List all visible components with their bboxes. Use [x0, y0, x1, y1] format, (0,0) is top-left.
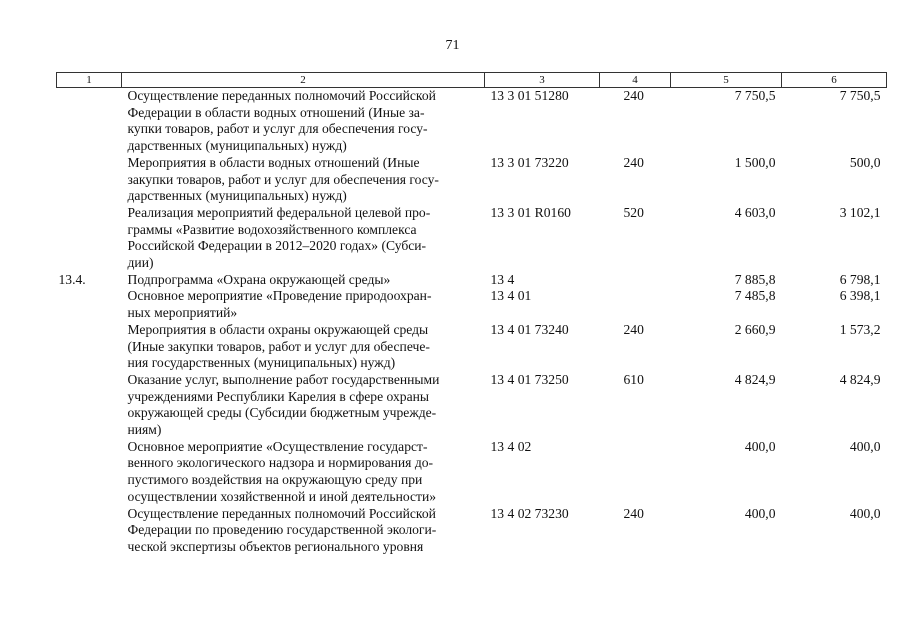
- row-value-2: 400,0: [849, 505, 881, 521]
- table-row: [57, 506, 887, 556]
- row-name: Мероприятия в области охраны окружающей среды (Иные закупки товаров, работ и услуг для обеспече- ния государственных (муниципальных) нужд): [127, 321, 430, 371]
- row-name: Мероприятия в области водных отношений (Иные закупки товаров, работ и услуг для обеспечения госу- дарственных (муниципальных) нужд): [127, 154, 439, 204]
- row-code: 13 4 02 73230: [490, 505, 569, 521]
- row-value-1: 2 660,9: [734, 321, 776, 337]
- row-value-2: 4 824,9: [839, 371, 881, 387]
- column-header-5: 5: [671, 73, 782, 88]
- row-expense-type: 240: [623, 321, 644, 337]
- row-value-1: 1 500,0: [734, 154, 776, 170]
- row-expense-type: 610: [623, 371, 644, 387]
- row-value-1: 400,0: [744, 505, 776, 521]
- table-row: [57, 272, 887, 289]
- table-row: [57, 372, 887, 439]
- column-header-3: 3: [485, 73, 600, 88]
- table-row: [57, 322, 887, 372]
- row-code: 13 4 01: [490, 288, 532, 304]
- column-header-1: 1: [57, 73, 122, 88]
- row-expense-type: [600, 288, 671, 321]
- row-expense-type: 520: [623, 204, 644, 220]
- row-value-1: 4 824,9: [734, 371, 776, 387]
- row-value-2: 500,0: [849, 154, 881, 170]
- row-expense-type: 240: [623, 505, 644, 521]
- row-value-2: 7 750,5: [839, 88, 881, 103]
- column-number-row: [57, 73, 887, 88]
- row-value-2: 3 102,1: [839, 204, 881, 220]
- column-header-4: 4: [600, 73, 671, 88]
- page-number: 71: [445, 38, 460, 53]
- row-expense-type: 240: [623, 88, 644, 103]
- row-number: [57, 506, 122, 556]
- row-number: 13.4.: [58, 271, 86, 287]
- row-name: Основное мероприятие «Осуществление государст- венного экологического надзора и нормирования до- пустимого воздействия на окружающую среду при осуществлении хозяйственной и иной деятельности»: [127, 438, 437, 504]
- row-expense-type: [600, 272, 671, 289]
- row-number: [57, 372, 122, 439]
- row-value-1: 7 750,5: [734, 88, 776, 103]
- row-number: [57, 88, 122, 155]
- row-number: [57, 155, 122, 205]
- table-row: [57, 88, 887, 155]
- row-expense-type: [600, 439, 671, 506]
- row-number: [57, 288, 122, 321]
- row-expense-type: 240: [623, 154, 644, 170]
- row-code: 13 3 01 73220: [490, 154, 569, 170]
- row-code: 13 3 01 51280: [490, 88, 569, 103]
- row-value-1: 7 485,8: [734, 288, 776, 304]
- table-header: [57, 73, 887, 88]
- budget-table: [56, 72, 887, 556]
- row-value-1: 4 603,0: [734, 204, 776, 220]
- row-number: [57, 322, 122, 372]
- row-code: 13 4: [490, 271, 515, 287]
- row-number: [57, 205, 122, 272]
- row-name: Основное мероприятие «Проведение природоохран- ных мероприятий»: [127, 288, 432, 321]
- row-value-2: 6 798,1: [839, 271, 881, 287]
- row-code: 13 4 02: [490, 438, 532, 454]
- row-name: Осуществление переданных полномочий Российской Федерации в области водных отношений (Иные за- купки товаров, работ и услуг для обеспечения госу- дарственных (муниципальных) нужд): [127, 88, 436, 154]
- column-header-2: 2: [122, 73, 485, 88]
- table-row: [57, 155, 887, 205]
- row-name: Подпрограмма «Охрана окружающей среды»: [127, 271, 391, 287]
- row-name: Реализация мероприятий федеральной целевой про- граммы «Развитие водохозяйственного комплекса Российской Федерации в 2012–2020 годах» (Субси- дии): [127, 204, 431, 271]
- row-value-2: 6 398,1: [839, 288, 881, 304]
- row-value-1: 7 885,8: [734, 271, 776, 287]
- row-code: 13 3 01 R0160: [490, 204, 571, 220]
- row-value-2: 400,0: [849, 438, 881, 454]
- row-code: 13 4 01 73240: [490, 321, 569, 337]
- row-name: Осуществление переданных полномочий Российской Федерации по проведению государственной экологи- ческой экспертизы объектов регионального уровня: [127, 505, 437, 554]
- table-body: [57, 88, 887, 556]
- row-number: [57, 439, 122, 506]
- row-code: 13 4 01 73250: [490, 371, 569, 387]
- row-value-1: 400,0: [744, 438, 776, 454]
- table-row: [57, 205, 887, 272]
- row-value-2: 1 573,2: [839, 321, 881, 337]
- column-header-6: 6: [782, 73, 887, 88]
- table-row: [57, 439, 887, 506]
- table-row: [57, 288, 887, 321]
- row-name: Оказание услуг, выполнение работ государственными учреждениями Республики Карелия в сфере охраны окружающей среды (Субсидии бюджетным учрежде- ниям): [127, 371, 440, 438]
